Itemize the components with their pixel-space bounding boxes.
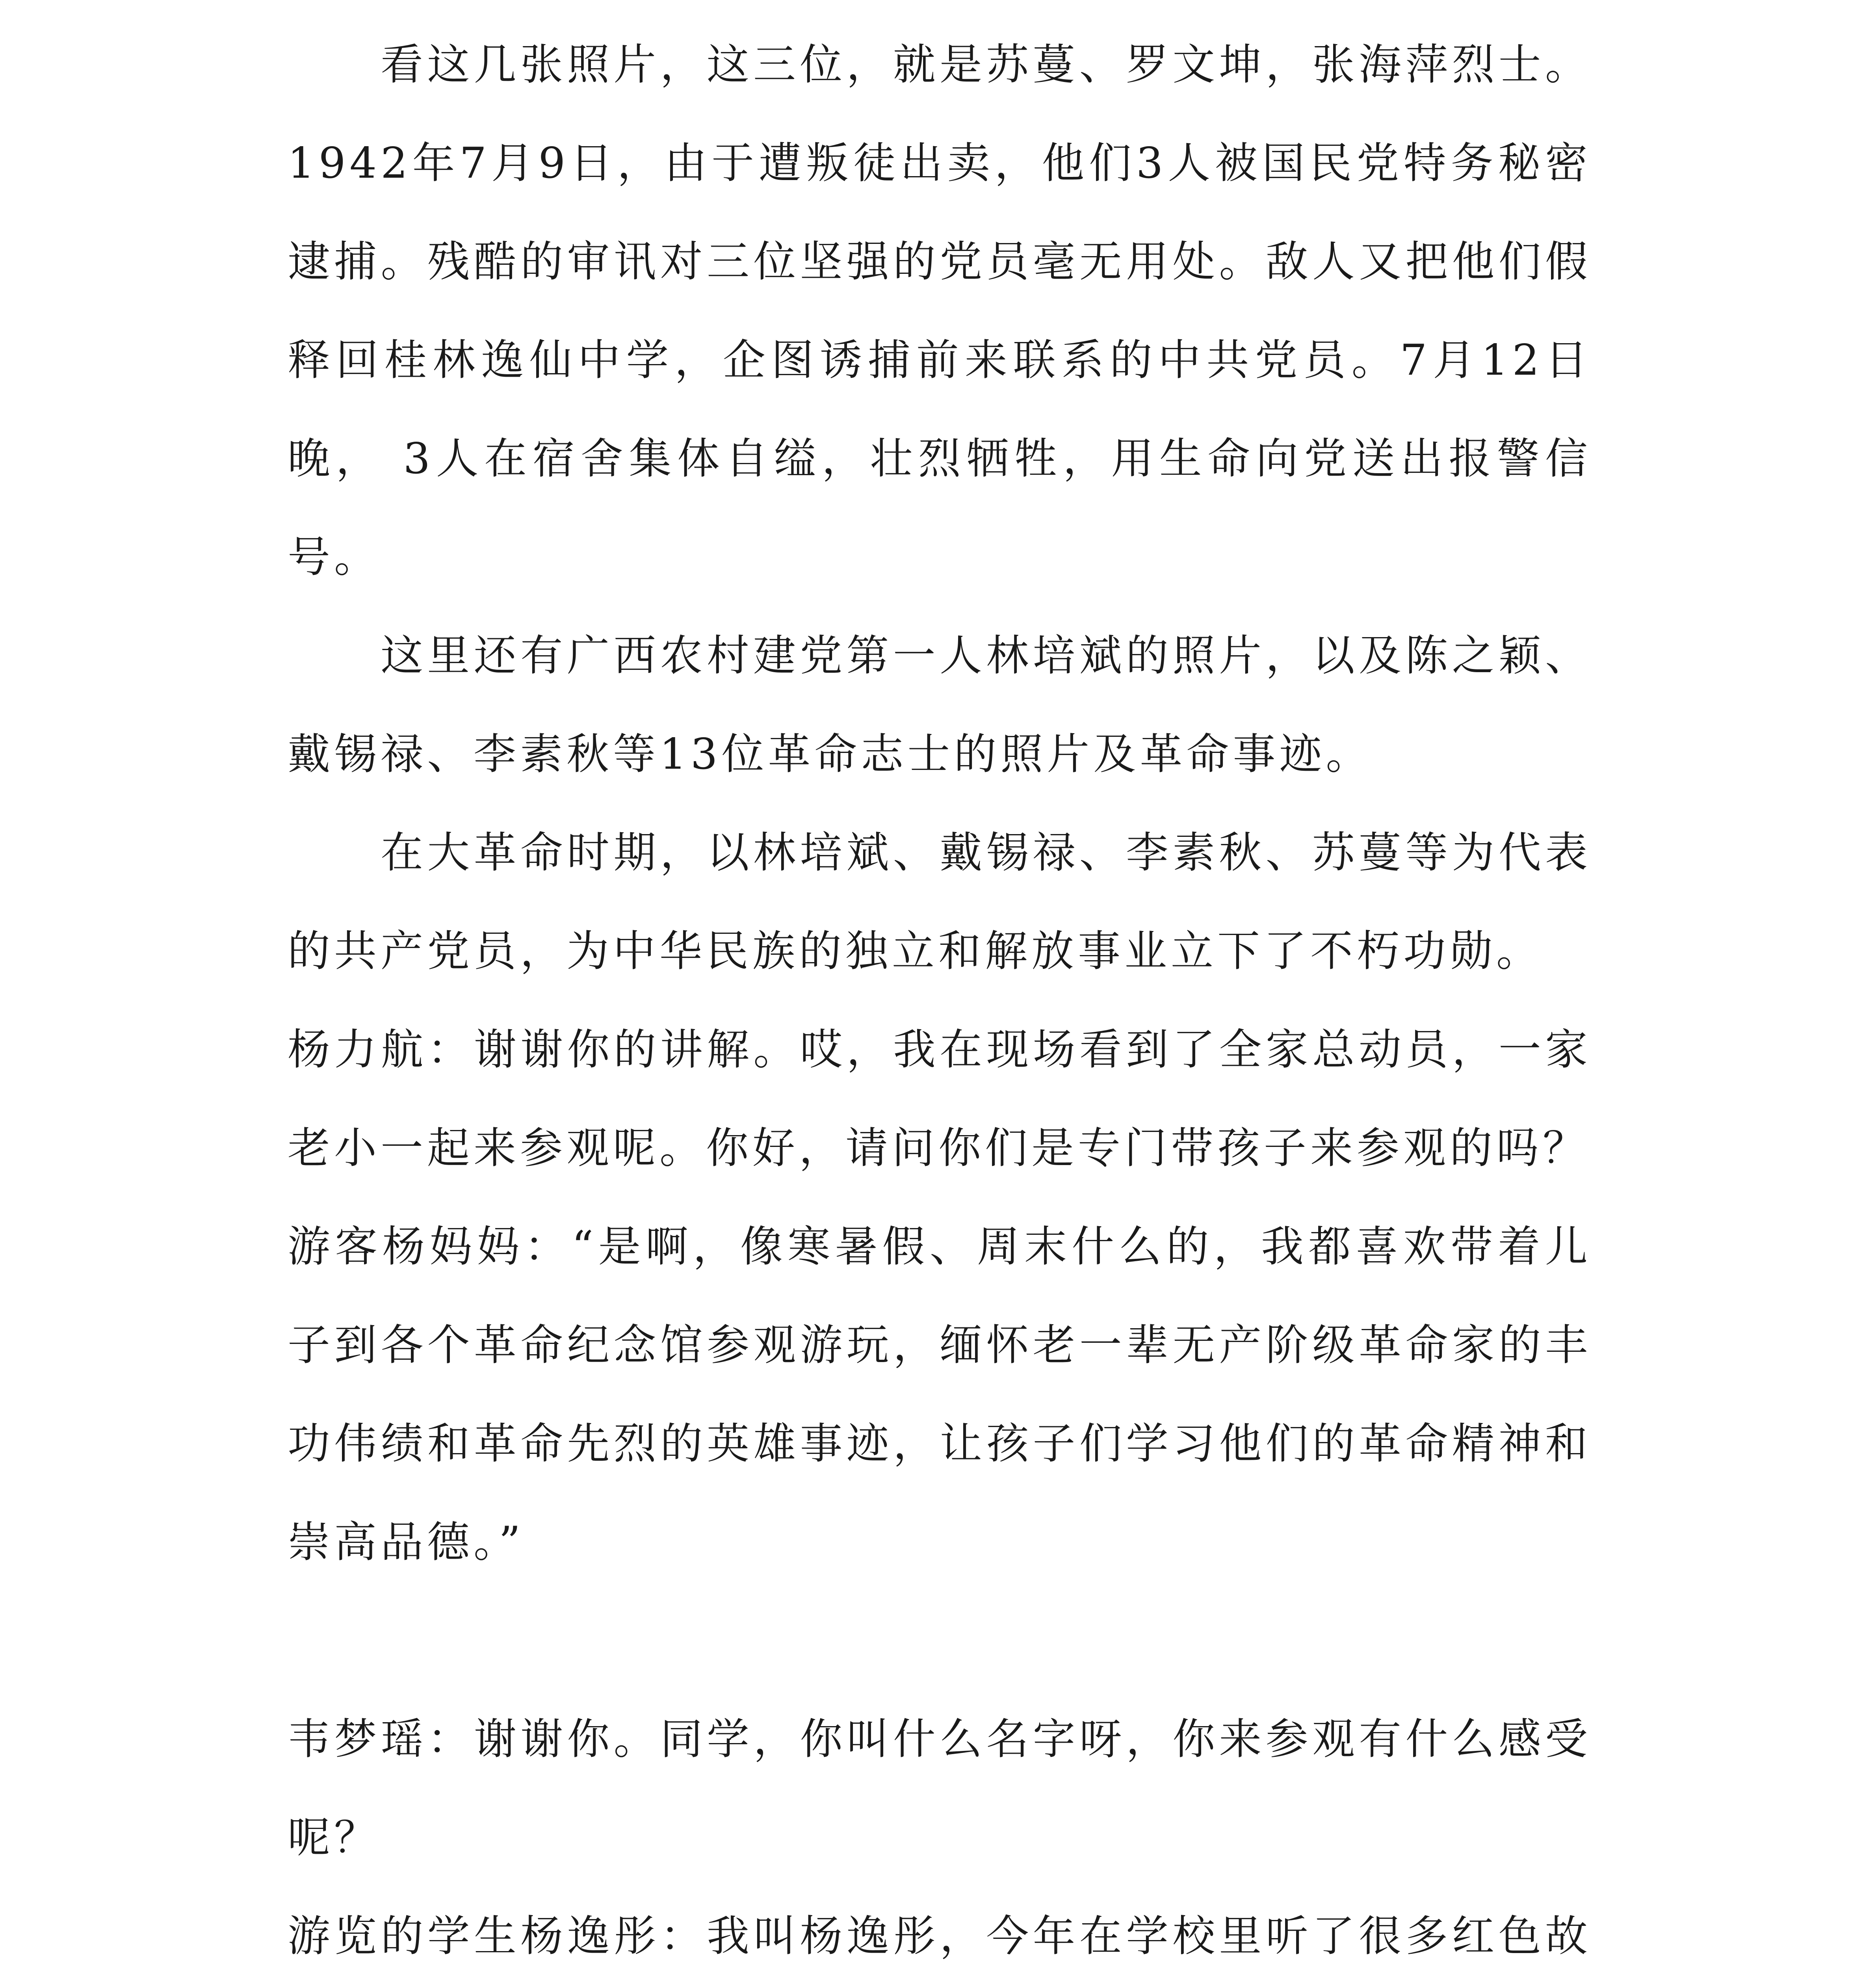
- narration-paragraph-martyrs: 看这几张照片，这三位，就是苏蔓、罗文坤，张海萍烈士。1942年7月9日，由于遭叛徒出卖，他们3人被国民党特务秘密逮捕。残酷的审讯对三位坚强的党员毫无用处。敌人又把他们假释回桂林逸仙中学，企图诱捕前来联系的中共党员。7月12日晚， 3人在宿舍集体自缢，壮烈牺牲，用生命向党送出报警信号。: [288, 40, 1592, 582]
- blank-line: [288, 1592, 1592, 1690]
- dialogue-visitor-mother: 游客杨妈妈：“是啊，像寒暑假、周末什么的，我都喜欢带着儿子到各个革命纪念馆参观游玩，缅怀老一辈无产阶级革命家的丰功伟绩和革命先烈的英雄事迹，让孩子们学习他们的革命精神和崇高品德。”: [288, 1222, 1592, 1567]
- narration-paragraph-revolution: 在大革命时期，以林培斌、戴锡禄、李素秋、苏蔓等为代表的共产党员，为中华民族的独立和解放事业立下了不朽功勋。: [288, 828, 1592, 976]
- narration-paragraph-photos: 这里还有广西农村建党第一人林培斌的照片，以及陈之颖、戴锡禄、李素秋等13位革命志士的照片及革命事迹。: [288, 631, 1592, 779]
- dialogue-student-yang-yitong: 游览的学生杨逸彤：我叫杨逸彤，今年在学校里听了很多红色故: [288, 1912, 1592, 1961]
- document-body: [288, 16, 1592, 1970]
- dialogue-wei-mengyao-1: 韦梦瑶：谢谢你。同学，你叫什么名字呀，你来参观有什么感受呢？: [288, 1715, 1592, 1862]
- dialogue-yang-lihang: 杨力航：谢谢你的讲解。哎，我在现场看到了全家总动员，一家老小一起来参观呢。你好，请问你们是专门带孩子来参观的吗？: [288, 1025, 1592, 1173]
